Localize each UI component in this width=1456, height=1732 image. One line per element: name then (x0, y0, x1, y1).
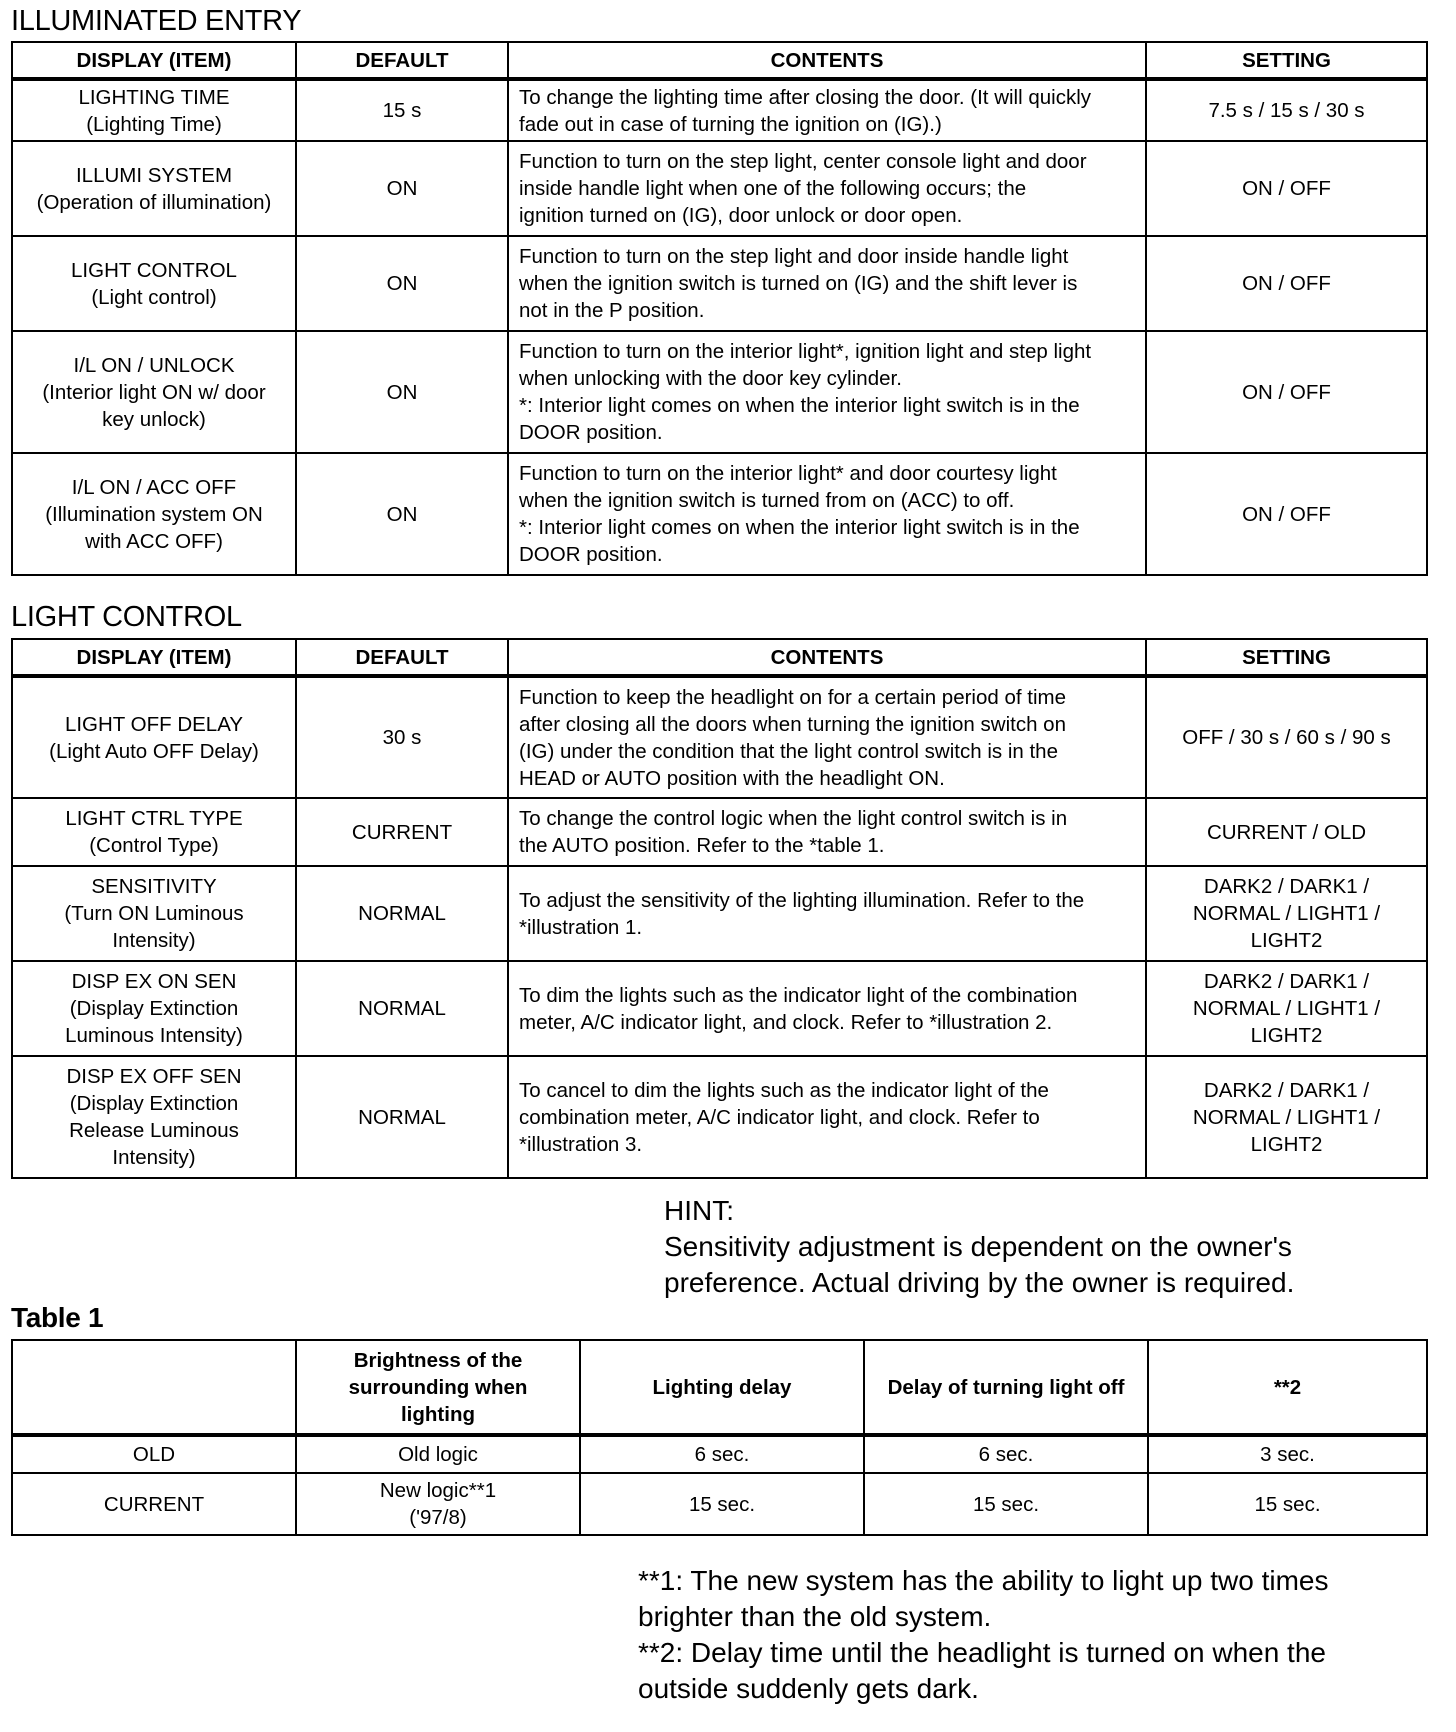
table-row (12, 1056, 1427, 1178)
table1-cell-line: 3 sec. (1260, 1443, 1315, 1466)
setting-cell-line: 7.5 s / 15 s / 30 s (1208, 99, 1365, 122)
display-item-cell-line: (Operation of illumination) (36, 190, 272, 214)
display-item-cell (12, 79, 296, 141)
default-cell: ON (296, 236, 508, 331)
table1 (11, 1339, 1428, 1536)
contents-cell-line: To change the lighting time after closing the door. (It will quickly (519, 85, 1092, 109)
setting-cell-line: LIGHT2 (1250, 1132, 1323, 1156)
contents-cell-line: To change the control logic when the light control switch is in (519, 807, 1068, 830)
table1-cell-line: 6 sec. (694, 1443, 750, 1466)
contents-cell-line: (IG) under the condition that the light control switch is in the (519, 739, 1058, 763)
illuminated-entry-title: ILLUMINATED ENTRY (11, 5, 302, 37)
table1-column-header-line: Delay of turning light off (887, 1375, 1125, 1399)
display-item-cell-line: Luminous Intensity) (65, 1024, 243, 1047)
default-cell: ON (296, 453, 508, 575)
display-item-cell-line: key unlock) (102, 407, 206, 431)
footnote-line: brighter than the old system. (638, 1601, 992, 1632)
contents-cell (508, 141, 1146, 236)
table-row (12, 453, 1427, 575)
column-header-contents: CONTENTS (508, 639, 1146, 676)
contents-cell-line: Function to turn on the step light, center console light and door (519, 150, 1087, 173)
table1-cell-line: 15 sec. (972, 1492, 1040, 1516)
display-item-cell-line: I/L ON / ACC OFF (71, 475, 237, 499)
table1-column-header (864, 1340, 1148, 1435)
contents-cell-line: when unlocking with the door key cylinder. (519, 367, 902, 390)
setting-cell (1146, 331, 1427, 453)
setting-cell (1146, 141, 1427, 236)
table1-column-header (580, 1340, 864, 1435)
table-row (12, 798, 1427, 866)
table-row (12, 236, 1427, 331)
footnote-line: **1: The new system has the ability to light up two times (638, 1565, 1329, 1596)
default-cell: CURRENT (296, 798, 508, 866)
contents-cell-line: Function to turn on the interior light*, ignition light and step light (519, 340, 1092, 363)
column-header-setting: SETTING (1146, 42, 1427, 79)
contents-cell-line: *: Interior light comes on when the interior light switch is in the (519, 394, 1080, 417)
column-header-contents: CONTENTS (508, 42, 1146, 79)
table-row (12, 141, 1427, 236)
hint-line: Sensitivity adjustment is dependent on the owner's (664, 1231, 1292, 1262)
hint-label: HINT: (664, 1195, 734, 1226)
setting-cell (1146, 676, 1427, 798)
table-header-row (12, 639, 1427, 676)
table1-cell (12, 1435, 296, 1473)
table1-column-header-line: Brightness of the (353, 1348, 523, 1372)
table-header-row (12, 42, 1427, 79)
table1-column-header (1148, 1340, 1427, 1435)
setting-cell-line: ON / OFF (1242, 272, 1331, 295)
column-header-setting: SETTING (1146, 639, 1427, 676)
display-item-cell-line: (Interior light ON w/ door (42, 380, 266, 404)
contents-cell-line: not in the P position. (519, 299, 705, 322)
table1-cell-line: CURRENT (103, 1492, 205, 1516)
display-item-cell (12, 453, 296, 575)
default-cell: NORMAL (296, 961, 508, 1056)
contents-cell (508, 961, 1146, 1056)
contents-cell-line: HEAD or AUTO position with the headlight ON. (519, 766, 945, 790)
footnote-line: **2: Delay time until the headlight is turned on when the (638, 1637, 1326, 1668)
setting-cell-line: ON / OFF (1242, 380, 1331, 404)
display-item-cell-line: (Light Auto OFF Delay) (49, 739, 259, 763)
table1-column-header-line: surrounding when (348, 1375, 528, 1399)
contents-cell (508, 866, 1146, 961)
default-cell: ON (296, 141, 508, 236)
setting-cell (1146, 1056, 1427, 1178)
contents-cell-line: Function to keep the headlight on for a certain period of time (519, 685, 1067, 709)
contents-cell-line: To dim the lights such as the indicator light of the combination (519, 983, 1078, 1007)
contents-cell-line: when the ignition switch is turned from on (ACC) to off. (519, 489, 1015, 512)
display-item-cell-line: Intensity) (112, 1146, 196, 1169)
contents-cell-line: inside handle light when one of the following occurs; the (519, 177, 1027, 200)
table1-column-header-line: Lighting delay (652, 1375, 792, 1399)
contents-cell (508, 676, 1146, 798)
display-item-cell-line: LIGHT CONTROL (71, 258, 237, 282)
contents-cell-line: after closing all the doors when turning the ignition switch on (519, 712, 1066, 736)
table1-column-header (296, 1340, 580, 1435)
contents-cell (508, 331, 1146, 453)
table1-cell-line: ('97/8) (409, 1506, 467, 1529)
default-cell: ON (296, 331, 508, 453)
contents-cell-line: Function to turn on the interior light* and door courtesy light (519, 462, 1057, 485)
display-item-cell-line: (Turn ON Luminous (64, 902, 244, 925)
display-item-cell-line: LIGHTING TIME (78, 85, 230, 109)
contents-cell-line: *illustration 1. (519, 915, 643, 939)
setting-cell-line: NORMAL / LIGHT1 / (1192, 997, 1381, 1020)
table-row (12, 676, 1427, 798)
contents-cell-line: DOOR position. (519, 543, 663, 566)
display-item-cell (12, 1056, 296, 1178)
contents-cell (508, 236, 1146, 331)
table-row (12, 1435, 1427, 1473)
light-control-table (11, 638, 1428, 1179)
table1-column-header-line: lighting (400, 1402, 475, 1426)
display-item-cell-line: LIGHT CTRL TYPE (65, 807, 243, 830)
display-item-cell-line: (Illumination system ON (45, 502, 263, 526)
default-cell: NORMAL (296, 1056, 508, 1178)
table1-cell (580, 1473, 864, 1535)
table1-cell (1148, 1435, 1427, 1473)
table1-cell-line: 15 sec. (1254, 1492, 1321, 1516)
setting-cell-line: DARK2 / DARK1 / (1203, 1078, 1370, 1102)
contents-cell-line: Function to turn on the step light and door inside handle light (519, 245, 1069, 268)
display-item-cell-line: Release Luminous (69, 1119, 239, 1142)
setting-cell (1146, 866, 1427, 961)
setting-cell-line: NORMAL / LIGHT1 / (1192, 1105, 1381, 1129)
contents-cell (508, 798, 1146, 866)
contents-cell-line: DOOR position. (519, 421, 663, 444)
contents-cell-line: *: Interior light comes on when the interior light switch is in the (519, 516, 1080, 539)
display-item-cell-line: Intensity) (112, 929, 196, 952)
display-item-cell-line: (Light control) (91, 285, 217, 309)
setting-cell-line: ON / OFF (1242, 177, 1331, 200)
contents-cell-line: To cancel to dim the lights such as the indicator light of the (519, 1078, 1049, 1102)
table1-column-header-line: **2 (1273, 1375, 1302, 1399)
column-header-display-item: DISPLAY (ITEM) (12, 42, 296, 79)
contents-cell (508, 1056, 1146, 1178)
table-row (12, 866, 1427, 961)
contents-cell (508, 79, 1146, 141)
display-item-cell (12, 676, 296, 798)
table1-cell (12, 1473, 296, 1535)
contents-cell-line: fade out in case of turning the ignition on (IG).) (519, 112, 942, 136)
table-row (12, 1473, 1427, 1535)
setting-cell-line: ON / OFF (1242, 502, 1331, 526)
display-item-cell (12, 141, 296, 236)
table1-cell (580, 1435, 864, 1473)
setting-cell (1146, 961, 1427, 1056)
display-item-cell-line: (Control Type) (89, 834, 219, 857)
setting-cell-line: LIGHT2 (1250, 1024, 1323, 1047)
display-item-cell-line: LIGHT OFF DELAY (64, 712, 244, 736)
display-item-cell-line: with ACC OFF) (85, 529, 223, 553)
display-item-cell-line: (Lighting Time) (86, 112, 222, 136)
display-item-cell (12, 236, 296, 331)
column-header-default: DEFAULT (296, 42, 508, 79)
hint-note (664, 1193, 1384, 1301)
contents-cell-line: meter, A/C indicator light, and clock. Refer to *illustration 2. (519, 1010, 1053, 1034)
setting-cell (1146, 453, 1427, 575)
contents-cell-line: the AUTO position. Refer to the *table 1. (519, 834, 885, 857)
display-item-cell-line: SENSITIVITY (91, 875, 217, 898)
setting-cell (1146, 798, 1427, 866)
illuminated-entry-table (11, 41, 1428, 576)
column-header-display-item: DISPLAY (ITEM) (12, 639, 296, 676)
display-item-cell-line: DISP EX ON SEN (71, 970, 237, 993)
table1-cell-line: 6 sec. (978, 1443, 1034, 1466)
table-header-row (12, 1340, 1427, 1435)
display-item-cell-line: I/L ON / UNLOCK (73, 353, 235, 377)
setting-cell-line: LIGHT2 (1250, 929, 1323, 952)
setting-cell-line: NORMAL / LIGHT1 / (1192, 902, 1381, 925)
display-item-cell-line: (Display Extinction (69, 1092, 239, 1115)
setting-cell-line: OFF / 30 s / 60 s / 90 s (1182, 726, 1391, 749)
contents-cell (508, 453, 1146, 575)
contents-cell-line: To adjust the sensitivity of the lighting illumination. Refer to the (519, 888, 1085, 912)
table1-cell (1148, 1473, 1427, 1535)
setting-cell (1146, 79, 1427, 141)
table1-cell (296, 1435, 580, 1473)
display-item-cell (12, 331, 296, 453)
table1-cell (296, 1473, 580, 1535)
display-item-cell (12, 866, 296, 961)
table-row (12, 79, 1427, 141)
table1-title: Table 1 (11, 1302, 104, 1333)
column-header-default: DEFAULT (296, 639, 508, 676)
setting-cell-line: CURRENT / OLD (1206, 820, 1367, 844)
footnote-line: outside suddenly gets dark. (638, 1673, 979, 1704)
setting-cell-line: DARK2 / DARK1 / (1203, 970, 1370, 993)
table-row (12, 961, 1427, 1056)
display-item-cell-line: ILLUMI SYSTEM (75, 163, 233, 187)
table1-cell-line: 15 sec. (688, 1492, 756, 1516)
footnotes (638, 1563, 1398, 1707)
display-item-cell (12, 961, 296, 1056)
contents-cell-line: combination meter, A/C indicator light, and clock. Refer to (519, 1105, 1040, 1129)
display-item-cell-line: DISP EX OFF SEN (66, 1065, 242, 1088)
default-cell: NORMAL (296, 866, 508, 961)
table1-cell (864, 1435, 1148, 1473)
setting-cell-line: DARK2 / DARK1 / (1203, 875, 1370, 898)
setting-cell (1146, 236, 1427, 331)
light-control-title: LIGHT CONTROL (11, 601, 242, 633)
table1-cell-line: Old logic (398, 1443, 478, 1466)
hint-line: preference. Actual driving by the owner is required. (664, 1267, 1295, 1298)
contents-cell-line: ignition turned on (IG), door unlock or door open. (519, 204, 963, 227)
table-row (12, 331, 1427, 453)
contents-cell-line: *illustration 3. (519, 1132, 643, 1156)
table1-cell-line: OLD (132, 1443, 176, 1466)
contents-cell-line: when the ignition switch is turned on (IG) and the shift lever is (519, 272, 1078, 295)
display-item-cell-line: (Display Extinction (69, 997, 239, 1020)
table1-cell (864, 1473, 1148, 1535)
table1-cell-line: New logic**1 (379, 1479, 497, 1502)
default-cell: 30 s (296, 676, 508, 798)
default-cell: 15 s (296, 79, 508, 141)
display-item-cell (12, 798, 296, 866)
table1-column-header (12, 1340, 296, 1435)
